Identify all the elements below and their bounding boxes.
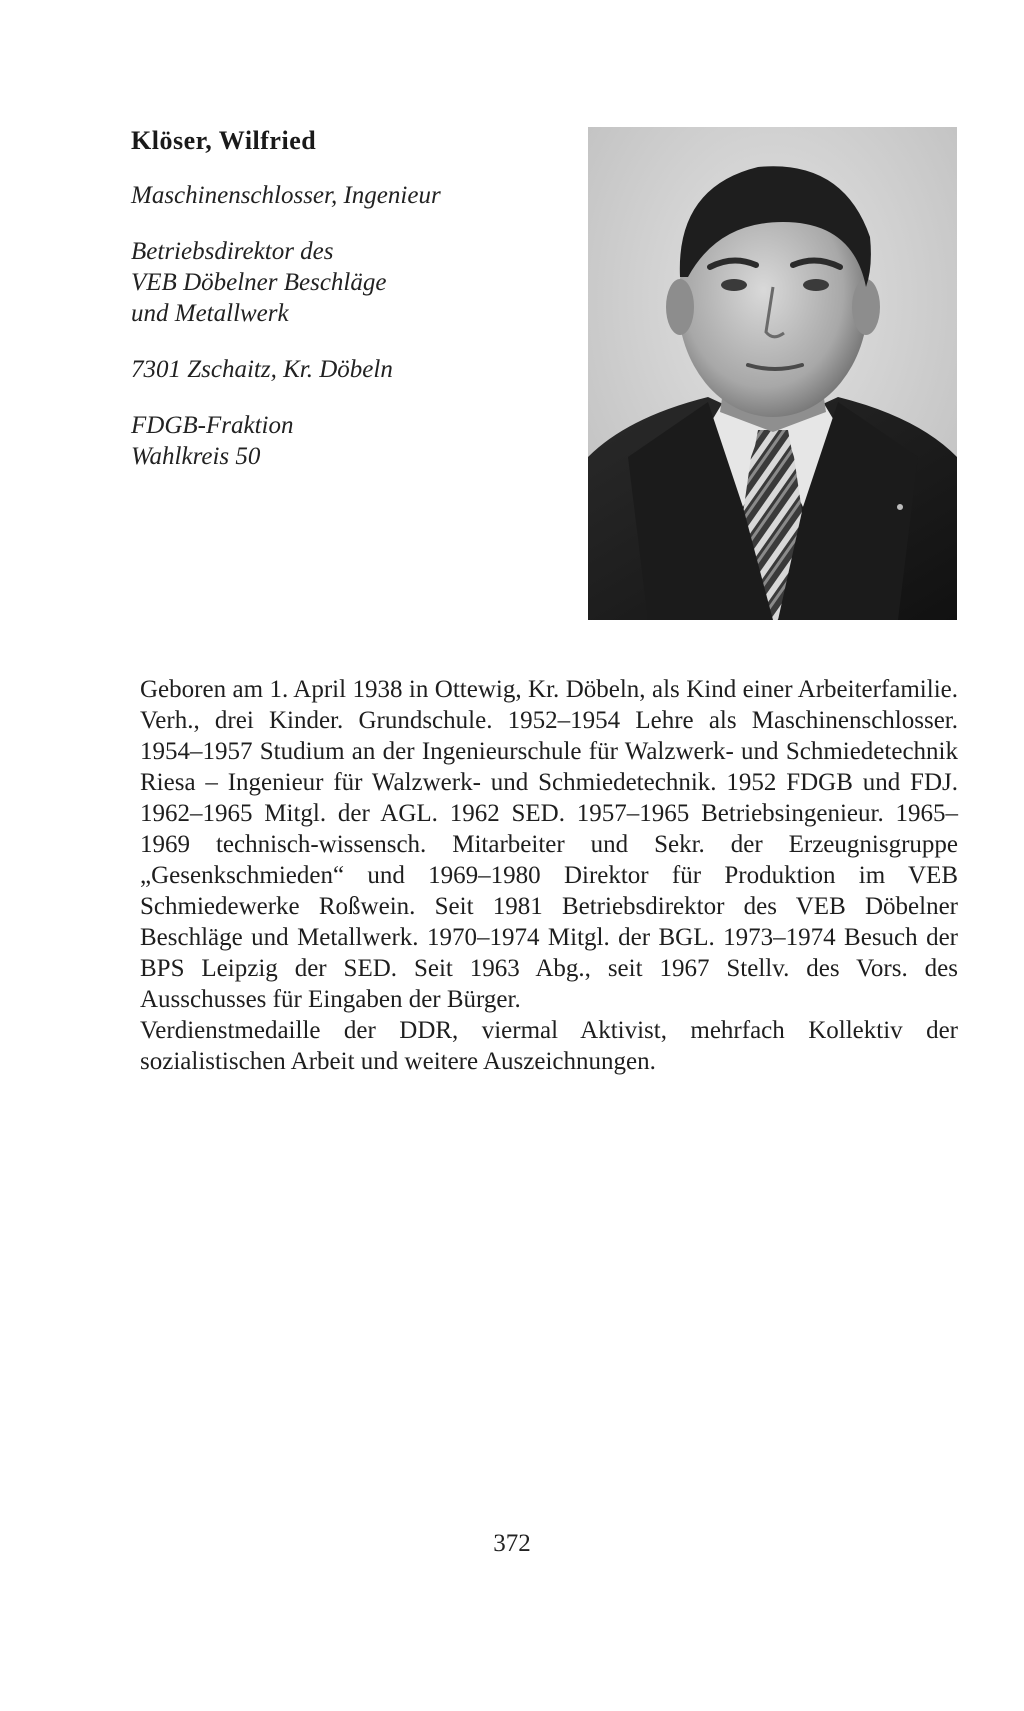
faction-block: [131, 410, 571, 472]
page-number: 372: [493, 1530, 531, 1557]
address: 7301 Zschaitz, Kr. Döbeln: [131, 356, 393, 383]
position-line: und Metallwerk: [131, 300, 289, 327]
biography-text: Geboren am 1. April 1938 in Ottewig, Kr. Döbeln, als Kind einer Arbeiterfamilie. Verh., drei Kinder. Grundschule. 1952–1954 Lehre als Maschinenschlosser. 1954–1957 Studium an der Ingenieurschule für Walzwerk- und Schmiedetechnik Riesa – Ingenieur für Walzwerk- und Schmiedetechnik. 1952 FDGB und FDJ. 1962–1965 Mitgl. der AGL. 1962 SED. 1957–1965 Betriebsingenieur. 1965–1969 technisch-wissensch. Mitarbeiter und Sekr. der Erzeugnisgruppe „Gesenkschmieden“ und 1969–1980 Direktor für Produktion im VEB Schmiedewerke Roßwein. Seit 1981 Betriebsdirektor des VEB Döbelner Beschläge und Metallwerk. 1970–1974 Mitgl. der BGL. 1973–1974 Besuch der BPS Leipzig der SED. Seit 1963 Abg., seit 1967 Stellv. des Vors. des Ausschusses für Eingaben der Bürger.: [140, 676, 958, 1013]
constituency-line: Wahlkreis 50: [131, 443, 261, 470]
person-name: Klöser, Wilfried: [131, 126, 317, 155]
profession: Maschinenschlosser, Ingenieur: [131, 182, 441, 209]
awards-text: Verdienstmedaille der DDR, viermal Aktivist, mehrfach Kollektiv der sozialistischen Arbeit und weitere Auszeichnungen.: [140, 1017, 958, 1075]
biography: [140, 674, 958, 1077]
entry-header: [131, 126, 571, 497]
position-line: VEB Döbelner Beschläge: [131, 269, 387, 296]
position-line: Betriebsdirektor des: [131, 238, 334, 265]
address-block: [131, 354, 571, 385]
portrait-photo: [588, 127, 957, 620]
profession-block: [131, 180, 571, 211]
portrait-image: [588, 127, 957, 620]
position-block: [131, 236, 571, 329]
faction-line: FDGB-Fraktion: [131, 412, 294, 439]
